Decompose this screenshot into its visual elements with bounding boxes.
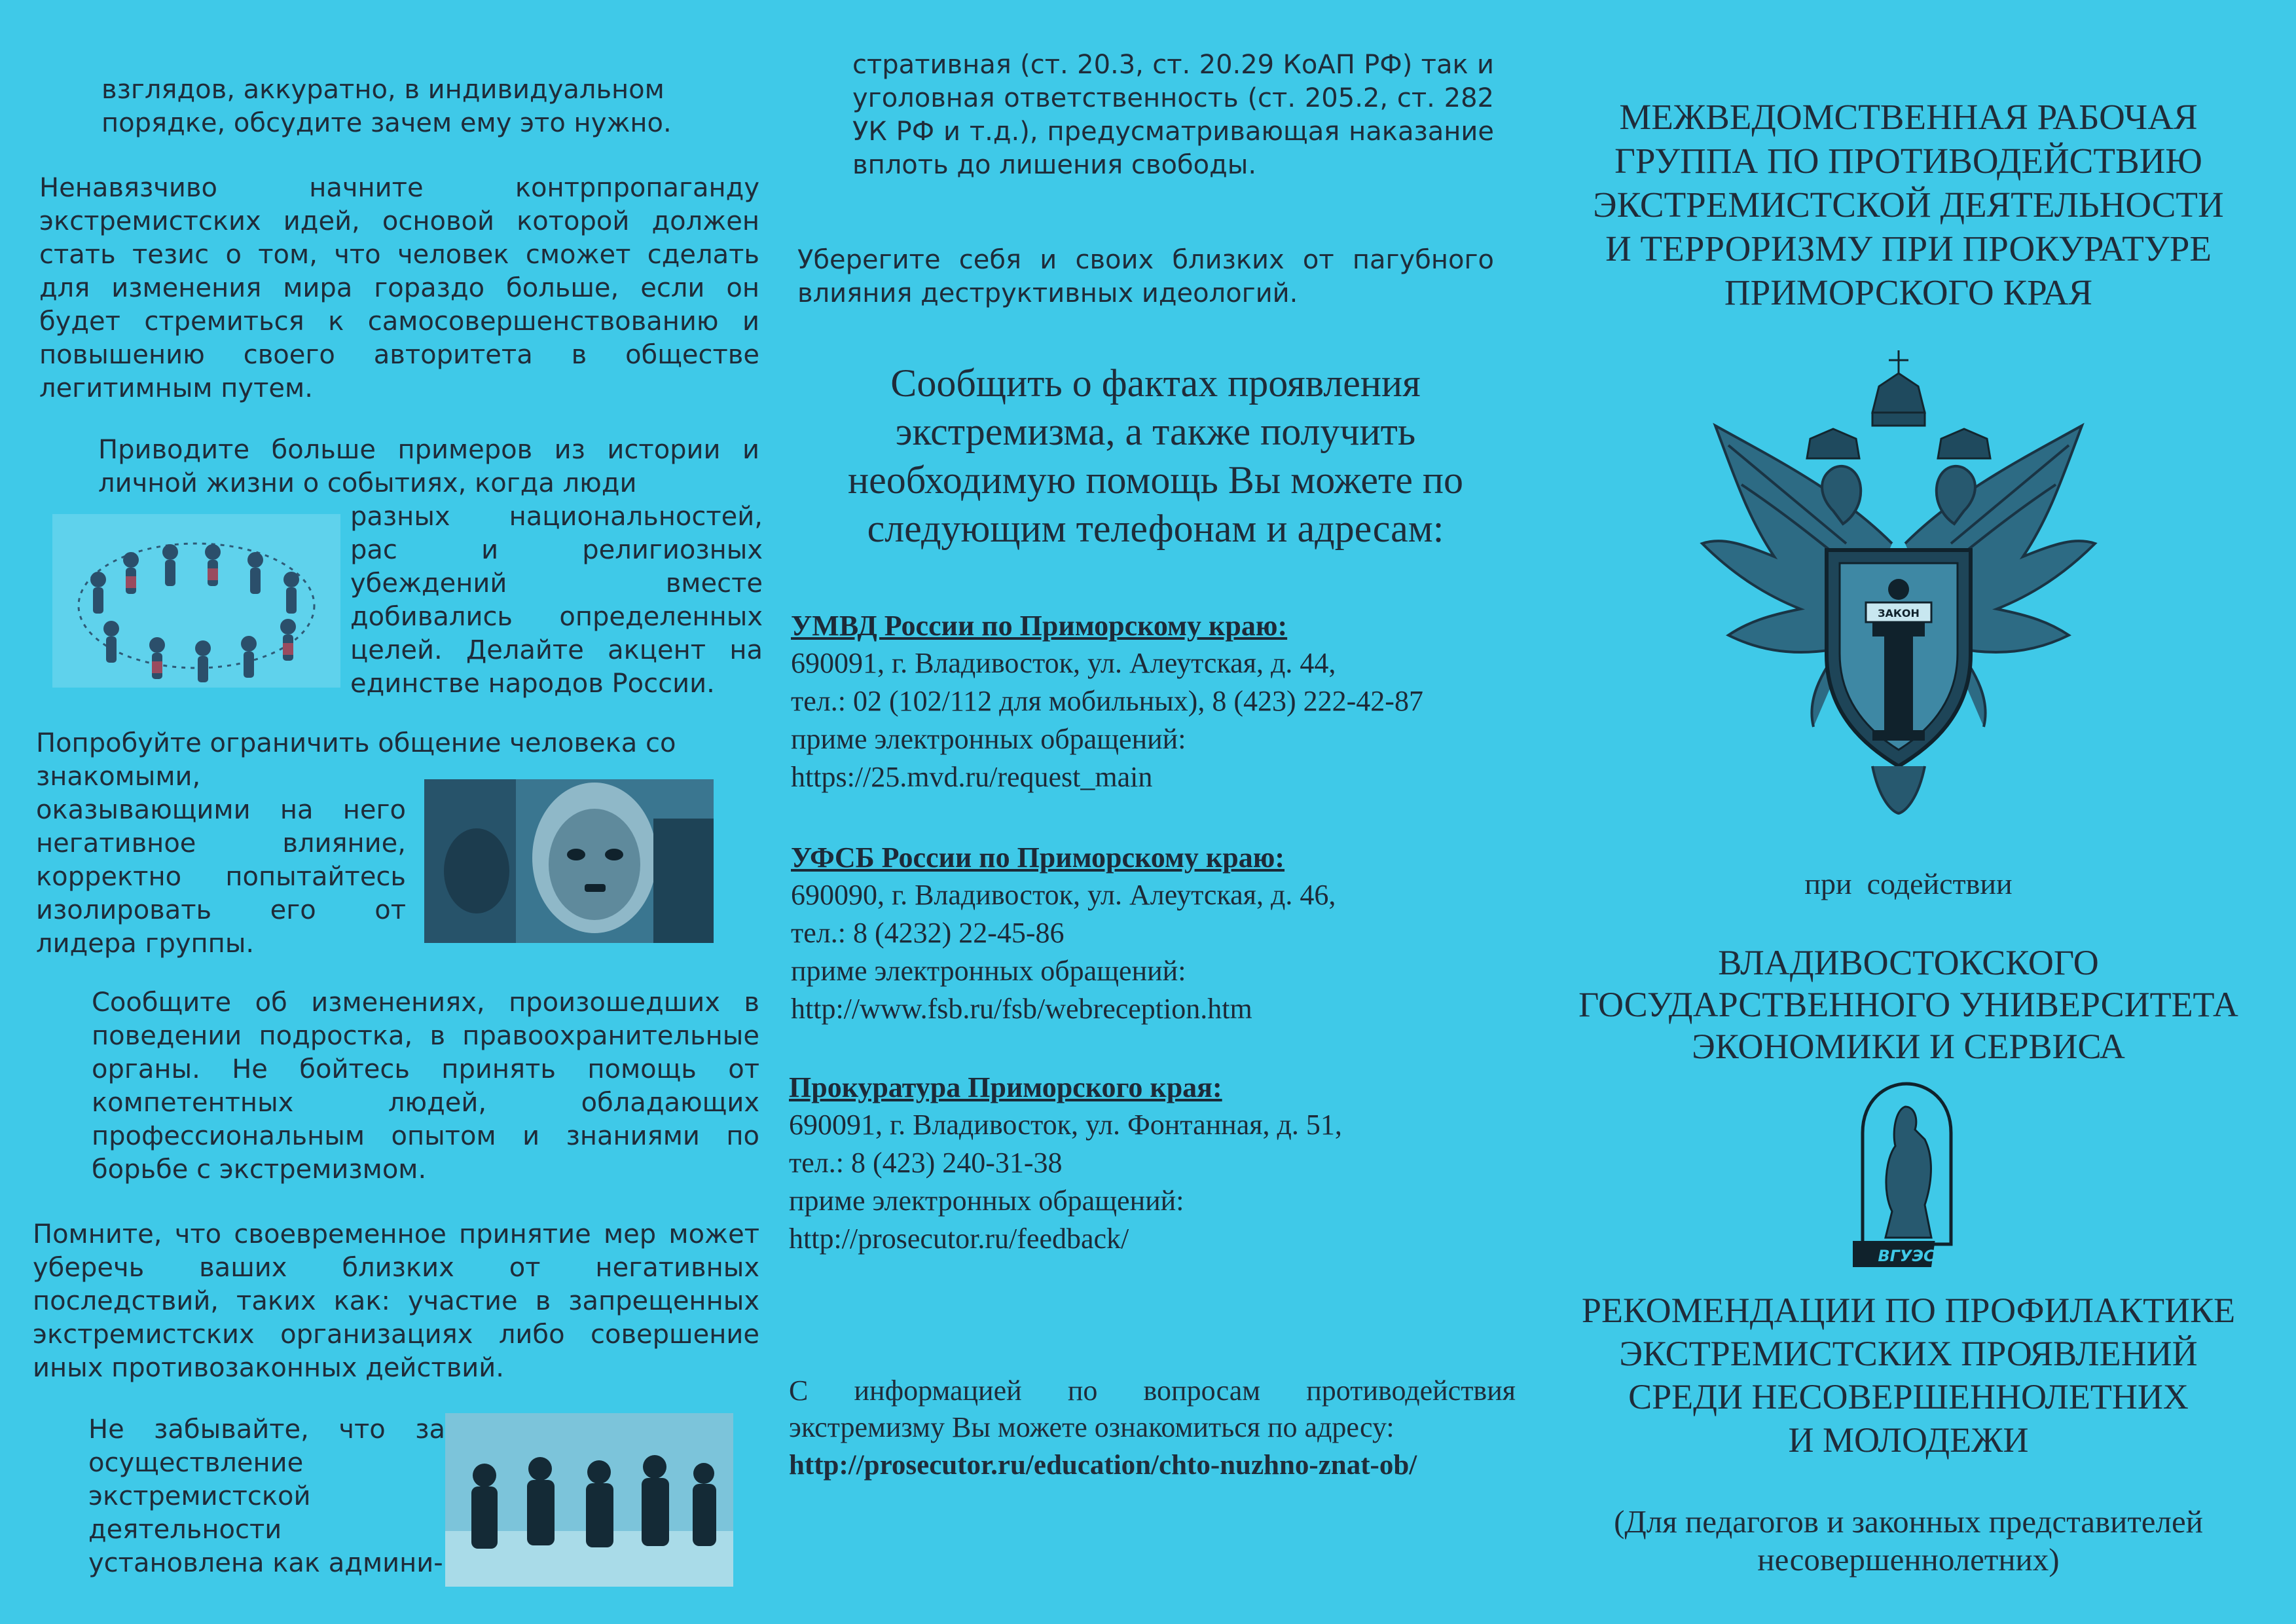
contact-url-ufsb[interactable]: http://www.fsb.ru/fsb/webreception.htm	[791, 993, 1252, 1025]
university-line-3: ЭКОНОМИКИ И СЕРВИСА	[1692, 1027, 2125, 1066]
masked-person-icon	[424, 779, 714, 943]
left-paragraph-5: Сообщите об изменениях, произошедших в поведении подростка, в правоохранительные органы. Не бойтесь принять помощь от компетентных людей, обладающих профессиональным опытом и знаниями по борьбе с экстремизмом.	[92, 987, 759, 1185]
workgroup-title	[1545, 95, 2272, 314]
children-circle-icon	[52, 514, 340, 688]
contact-title-prosecutor: Прокуратура Приморского края:	[789, 1071, 1222, 1103]
contact-label-ufsb: приме электронных обращений:	[791, 955, 1186, 987]
left-panel	[26, 0, 763, 1624]
masked-person-photo	[424, 779, 714, 943]
report-heading: Сообщить о фактах проявления экстремизма, а также получить необходимую помощь Вы можете по следующим телефонам и адресам:	[848, 361, 1463, 550]
left-paragraph-7: Не забывайте, что за осуществление экстремистской деятельности установлена как админи-	[88, 1414, 445, 1578]
contact-title-umvd: УМВД России по Приморскому краю:	[791, 610, 1288, 642]
title-line-3: ЭКСТРЕМИСТСКОЙ ДЕЯТЕЛЬНОСТИ	[1593, 185, 2224, 225]
recommend-line-2: ЭКСТРЕМИСТСКИХ ПРОЯВЛЕНИЙ	[1619, 1334, 2198, 1373]
contact-label-prosecutor: приме электронных обращений:	[789, 1185, 1184, 1217]
left-paragraph-2: Ненавязчиво начните контрпропаганду экстремистских идей, основой которой должен стать тезис о том, что человек сможет сделать для изменения мира гораздо больше, если он будет стремиться к самосовершенствованию и повышению своего авторитета в обществе легитимным путем.	[39, 173, 759, 403]
title-line-4: И ТЕРРОРИЗМУ ПРИ ПРОКУРАТУРЕ	[1605, 229, 2212, 268]
recommendations-title	[1545, 1289, 2272, 1462]
left-paragraph-3a: Приводите больше примеров из истории и личной жизни о событиях, когда люди	[98, 435, 759, 498]
university-line-2: ГОСУДАРСТВЕННОГО УНИВЕРСИТЕТА	[1578, 985, 2238, 1024]
right-panel	[1545, 0, 2272, 1624]
contact-url-umvd[interactable]: https://25.mvd.ru/request_main	[791, 761, 1153, 793]
children-circle-illustration	[52, 514, 340, 688]
prosecutor-emblem	[1676, 347, 2121, 819]
emblem-law-text: ЗАКОН	[1878, 607, 1920, 619]
audience-line-1: (Для педагогов и законных представителей	[1614, 1504, 2203, 1540]
recommend-line-1: РЕКОМЕНДАЦИИ ПО ПРОФИЛАКТИКЕ	[1581, 1291, 2236, 1330]
contact-title-ufsb: УФСБ России по Приморскому краю:	[791, 841, 1285, 874]
left-paragraph-3b: разных национальностей, рас и религиозных убеждений вместе добивались определенных целей. Делайте акцент на единстве народов России.	[350, 502, 763, 699]
contact-url-prosecutor[interactable]: http://prosecutor.ru/feedback/	[789, 1223, 1129, 1255]
university-logo-text: ВГУЭС	[1878, 1247, 1935, 1265]
left-paragraph-4b: знакомыми, оказывающими на него негативное влияние, корректно попытайтесь изолировать его от лидера группы.	[36, 762, 406, 959]
title-line-1: МЕЖВЕДОМСТВЕННАЯ РАБОЧАЯ	[1619, 97, 2198, 137]
university-line-1: ВЛАДИВОСТОКСКОГО	[1718, 943, 2099, 982]
contact-block-ufsb	[791, 840, 1531, 1028]
middle-paragraph-2: Уберегите себя и своих близких от пагубного влияния деструктивных идеологий.	[797, 245, 1494, 308]
info-text: С информацией по вопросам противодействия экстремизму Вы можете ознакомиться по адресу:	[789, 1375, 1516, 1443]
left-paragraph-4a: Попробуйте ограничить общение человека со	[36, 728, 676, 758]
title-line-5: ПРИМОРСКОГО КРАЯ	[1724, 272, 2093, 312]
double-headed-eagle-icon	[1676, 347, 2121, 819]
special-forces-icon	[445, 1413, 733, 1587]
with-support-text: при содействии	[1804, 867, 2013, 900]
contact-address-prosecutor: 690091, г. Владивосток, ул. Фонтанная, д. 51,	[789, 1109, 1342, 1141]
contact-block-prosecutor	[789, 1069, 1529, 1258]
left-paragraph-6: Помните, что своевременное принятие мер может уберечь ваших близких от негативных последствий, таких как: участие в запрещенных экстремистских организациях либо совершение иных противозаконных действий.	[33, 1219, 759, 1383]
audience-line-2: несовершеннолетних)	[1757, 1541, 2060, 1578]
university-name	[1545, 942, 2272, 1067]
contact-phone-ufsb: тел.: 8 (4232) 22-45-86	[791, 917, 1065, 949]
special-forces-photo	[445, 1413, 733, 1587]
title-line-2: ГРУППА ПО ПРОТИВОДЕЙСТВИЮ	[1614, 141, 2202, 181]
recommend-line-4: И МОЛОДЕЖИ	[1788, 1420, 2029, 1460]
contact-block-umvd	[791, 608, 1531, 796]
contact-phone-prosecutor: тел.: 8 (423) 240-31-38	[789, 1147, 1063, 1179]
audience-note	[1545, 1503, 2272, 1579]
left-paragraph-1: взглядов, аккуратно, в индивидуальном порядке, обсудите зачем ему это нужно.	[101, 75, 672, 138]
contact-label-umvd: приме электронных обращений:	[791, 723, 1186, 755]
middle-paragraph-1: стративная (ст. 20.3, ст. 20.29 КоАП РФ) так и уголовная ответственность (ст. 205.2, ст. 282 УК РФ и т.д.), предусматривающая наказание вплоть до лишения свободы.	[852, 50, 1494, 180]
middle-panel	[779, 0, 1532, 1624]
recommend-line-3: СРЕДИ НЕСОВЕРШЕННОЛЕТНИХ	[1628, 1377, 2189, 1416]
university-logo	[1853, 1080, 1961, 1270]
university-statue-icon	[1853, 1080, 1961, 1270]
info-url[interactable]: http://prosecutor.ru/education/chto-nuzhno-znat-ob/	[789, 1450, 1417, 1481]
contact-phone-umvd: тел.: 02 (102/112 для мобильных), 8 (423) 222-42-87	[791, 685, 1423, 717]
contact-address-umvd: 690091, г. Владивосток, ул. Алеутская, д. 44,	[791, 647, 1336, 679]
contact-address-ufsb: 690090, г. Владивосток, ул. Алеутская, д. 46,	[791, 879, 1336, 911]
